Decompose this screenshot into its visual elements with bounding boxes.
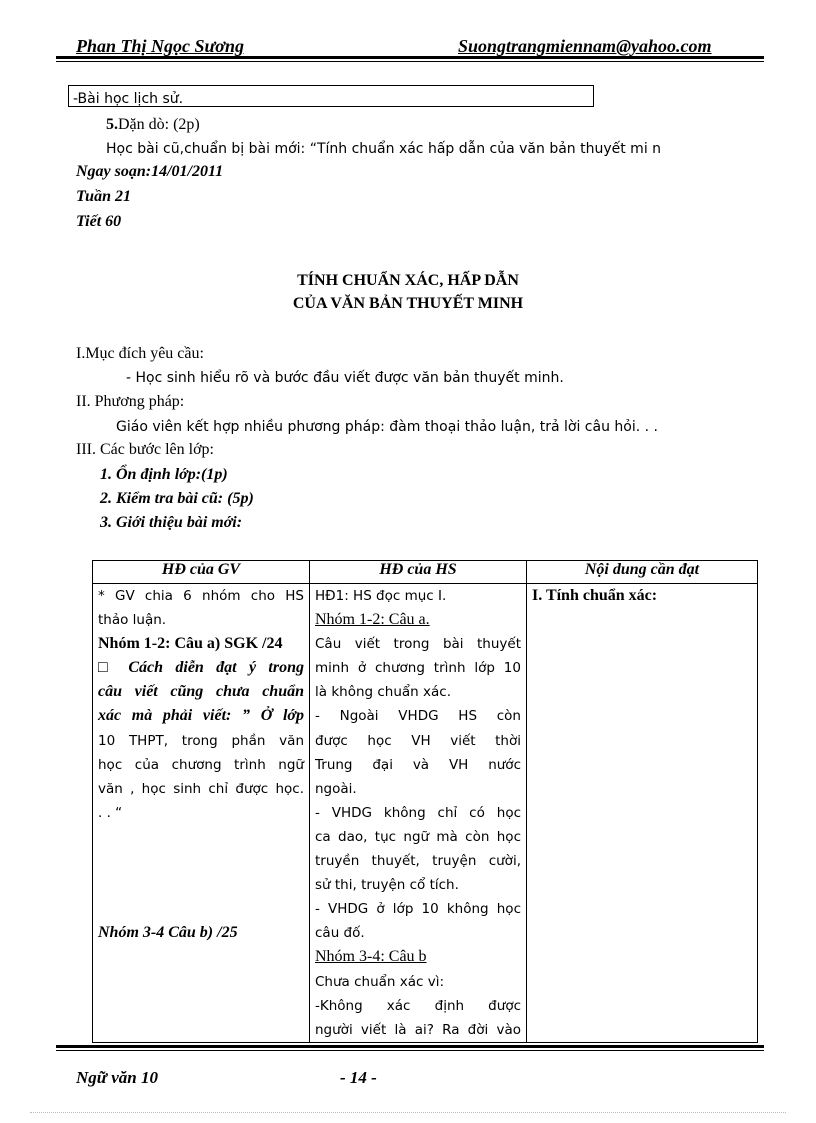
header-rule-thin (56, 61, 764, 62)
gv-line: văn , học sinh chỉ được học. (98, 780, 304, 797)
hs-line: là không chuẩn xác. (315, 684, 451, 701)
lesson-title-line1: TÍNH CHUẨN XÁC, HẤP DẪN (297, 272, 519, 289)
step-2: 2. Kiểm tra bài cũ: (5p) (100, 490, 254, 507)
teacher-activity-cell (93, 584, 310, 1043)
footer-page-number: - 14 - (340, 1068, 377, 1087)
homework-label: Dặn dò: (2p) (118, 116, 200, 133)
gv-group-1-2: Nhóm 1-2: Câu a) SGK /24 (98, 635, 283, 653)
gv-line: * GV chia 6 nhóm cho HS (98, 588, 304, 604)
header-rule (56, 56, 764, 59)
hs-line: Chưa chuẩn xác vì: (315, 973, 445, 990)
section-1-text: - Học sinh hiểu rõ và bước đầu viết được văn bản thuyết minh. (126, 370, 564, 386)
content-cell (527, 584, 758, 1043)
hs-line: Câu viết trong bài thuyết (315, 636, 521, 653)
gv-line: thảo luận. (98, 612, 167, 629)
col-header-teacher: HĐ của GV (93, 561, 310, 584)
hs-line: câu đố. (315, 925, 365, 942)
page-edge (30, 1112, 786, 1113)
step-1: 1. Ổn định lớp:(1p) (100, 466, 228, 483)
lesson-title-line2: CỦA VĂN BẢN THUYẾT MINH (292, 295, 524, 312)
homework-text: Học bài cũ,chuẩn bị bài mới: “Tính chuẩn xác hấp dẫn của văn bản thuyết mi n (106, 141, 662, 157)
section-1-heading: I.Mục đích yêu cầu: (76, 345, 204, 362)
hs-line: ngoài. (315, 780, 357, 797)
gv-line: xác mà phải viết: ” Ở lớp (98, 707, 304, 725)
section-2-text: Giáo viên kết hợp nhiều phương pháp: đàm thoại thảo luận, trả lời câu hỏi. . . (116, 419, 658, 435)
hs-line: người viết là ai? Ra đời vào (315, 1021, 521, 1038)
table-row (93, 584, 758, 1043)
section-3-heading: III. Các bước lên lớp: (76, 441, 214, 458)
table-header-row (93, 561, 758, 584)
hs-line: - Ngoài VHDG HS còn (315, 708, 521, 725)
hs-line: Trung đại và VH nước (315, 756, 521, 773)
content-heading: I. Tính chuẩn xác: (532, 587, 658, 604)
gv-line: 10 THPT, trong phần văn (98, 732, 304, 749)
hs-line: được học VH viết thời (315, 732, 521, 749)
boxed-note-text: -Bài học lịch sử. (73, 91, 184, 107)
hs-line: sử thi, truyện cổ tích. (315, 877, 459, 894)
boxed-note (68, 85, 594, 107)
hs-line: truyền thuyết, truyện cười, (315, 853, 521, 870)
gv-line: □ Cách diễn đạt ý trong (98, 659, 304, 677)
header-author: Phan Thị Ngọc Sương (76, 36, 244, 56)
homework-num: 5. (106, 116, 118, 133)
student-activity-cell (310, 584, 527, 1043)
week: Tuần 21 (76, 188, 131, 205)
col-header-content: Nội dung cần đạt (527, 561, 758, 584)
homework-title (106, 116, 200, 134)
hs-line: ca dao, tục ngữ mà còn học (315, 828, 521, 845)
section-2-heading: II. Phương pháp: (76, 393, 185, 410)
period: Tiết 60 (76, 213, 122, 230)
gv-line: học của chương trình ngữ (98, 756, 304, 773)
hs-group-3-4: Nhóm 3-4: Câu b (315, 948, 427, 966)
hs-line: HĐ1: HS đọc mục I. (315, 588, 447, 604)
step-3: 3. Giới thiệu bài mới: (100, 514, 243, 531)
footer-rule (56, 1045, 764, 1048)
hs-line: - VHDG không chỉ có học (315, 804, 521, 821)
footer-rule-thin (56, 1050, 764, 1051)
gv-line: . . “ (98, 804, 123, 821)
hs-line: minh ở chương trình lớp 10 (315, 660, 521, 677)
gv-spacer (98, 825, 304, 921)
lesson-activity-table (92, 560, 758, 1043)
gv-line: câu viết cũng chưa chuẩn (98, 683, 304, 701)
col-header-student: HĐ của HS (310, 561, 527, 584)
gv-group-3-4: Nhóm 3-4 Câu b) /25 (98, 923, 238, 941)
prep-date: Ngay soạn:14/01/2011 (76, 163, 224, 180)
footer-subject: Ngữ văn 10 (76, 1068, 158, 1087)
hs-group-1-2: Nhóm 1-2: Câu a. (315, 611, 430, 629)
hs-line: - VHDG ở lớp 10 không học (315, 901, 521, 918)
header-email: Suongtrangmiennam@yahoo.com (458, 36, 712, 56)
hs-line: -Không xác định được (315, 997, 521, 1014)
